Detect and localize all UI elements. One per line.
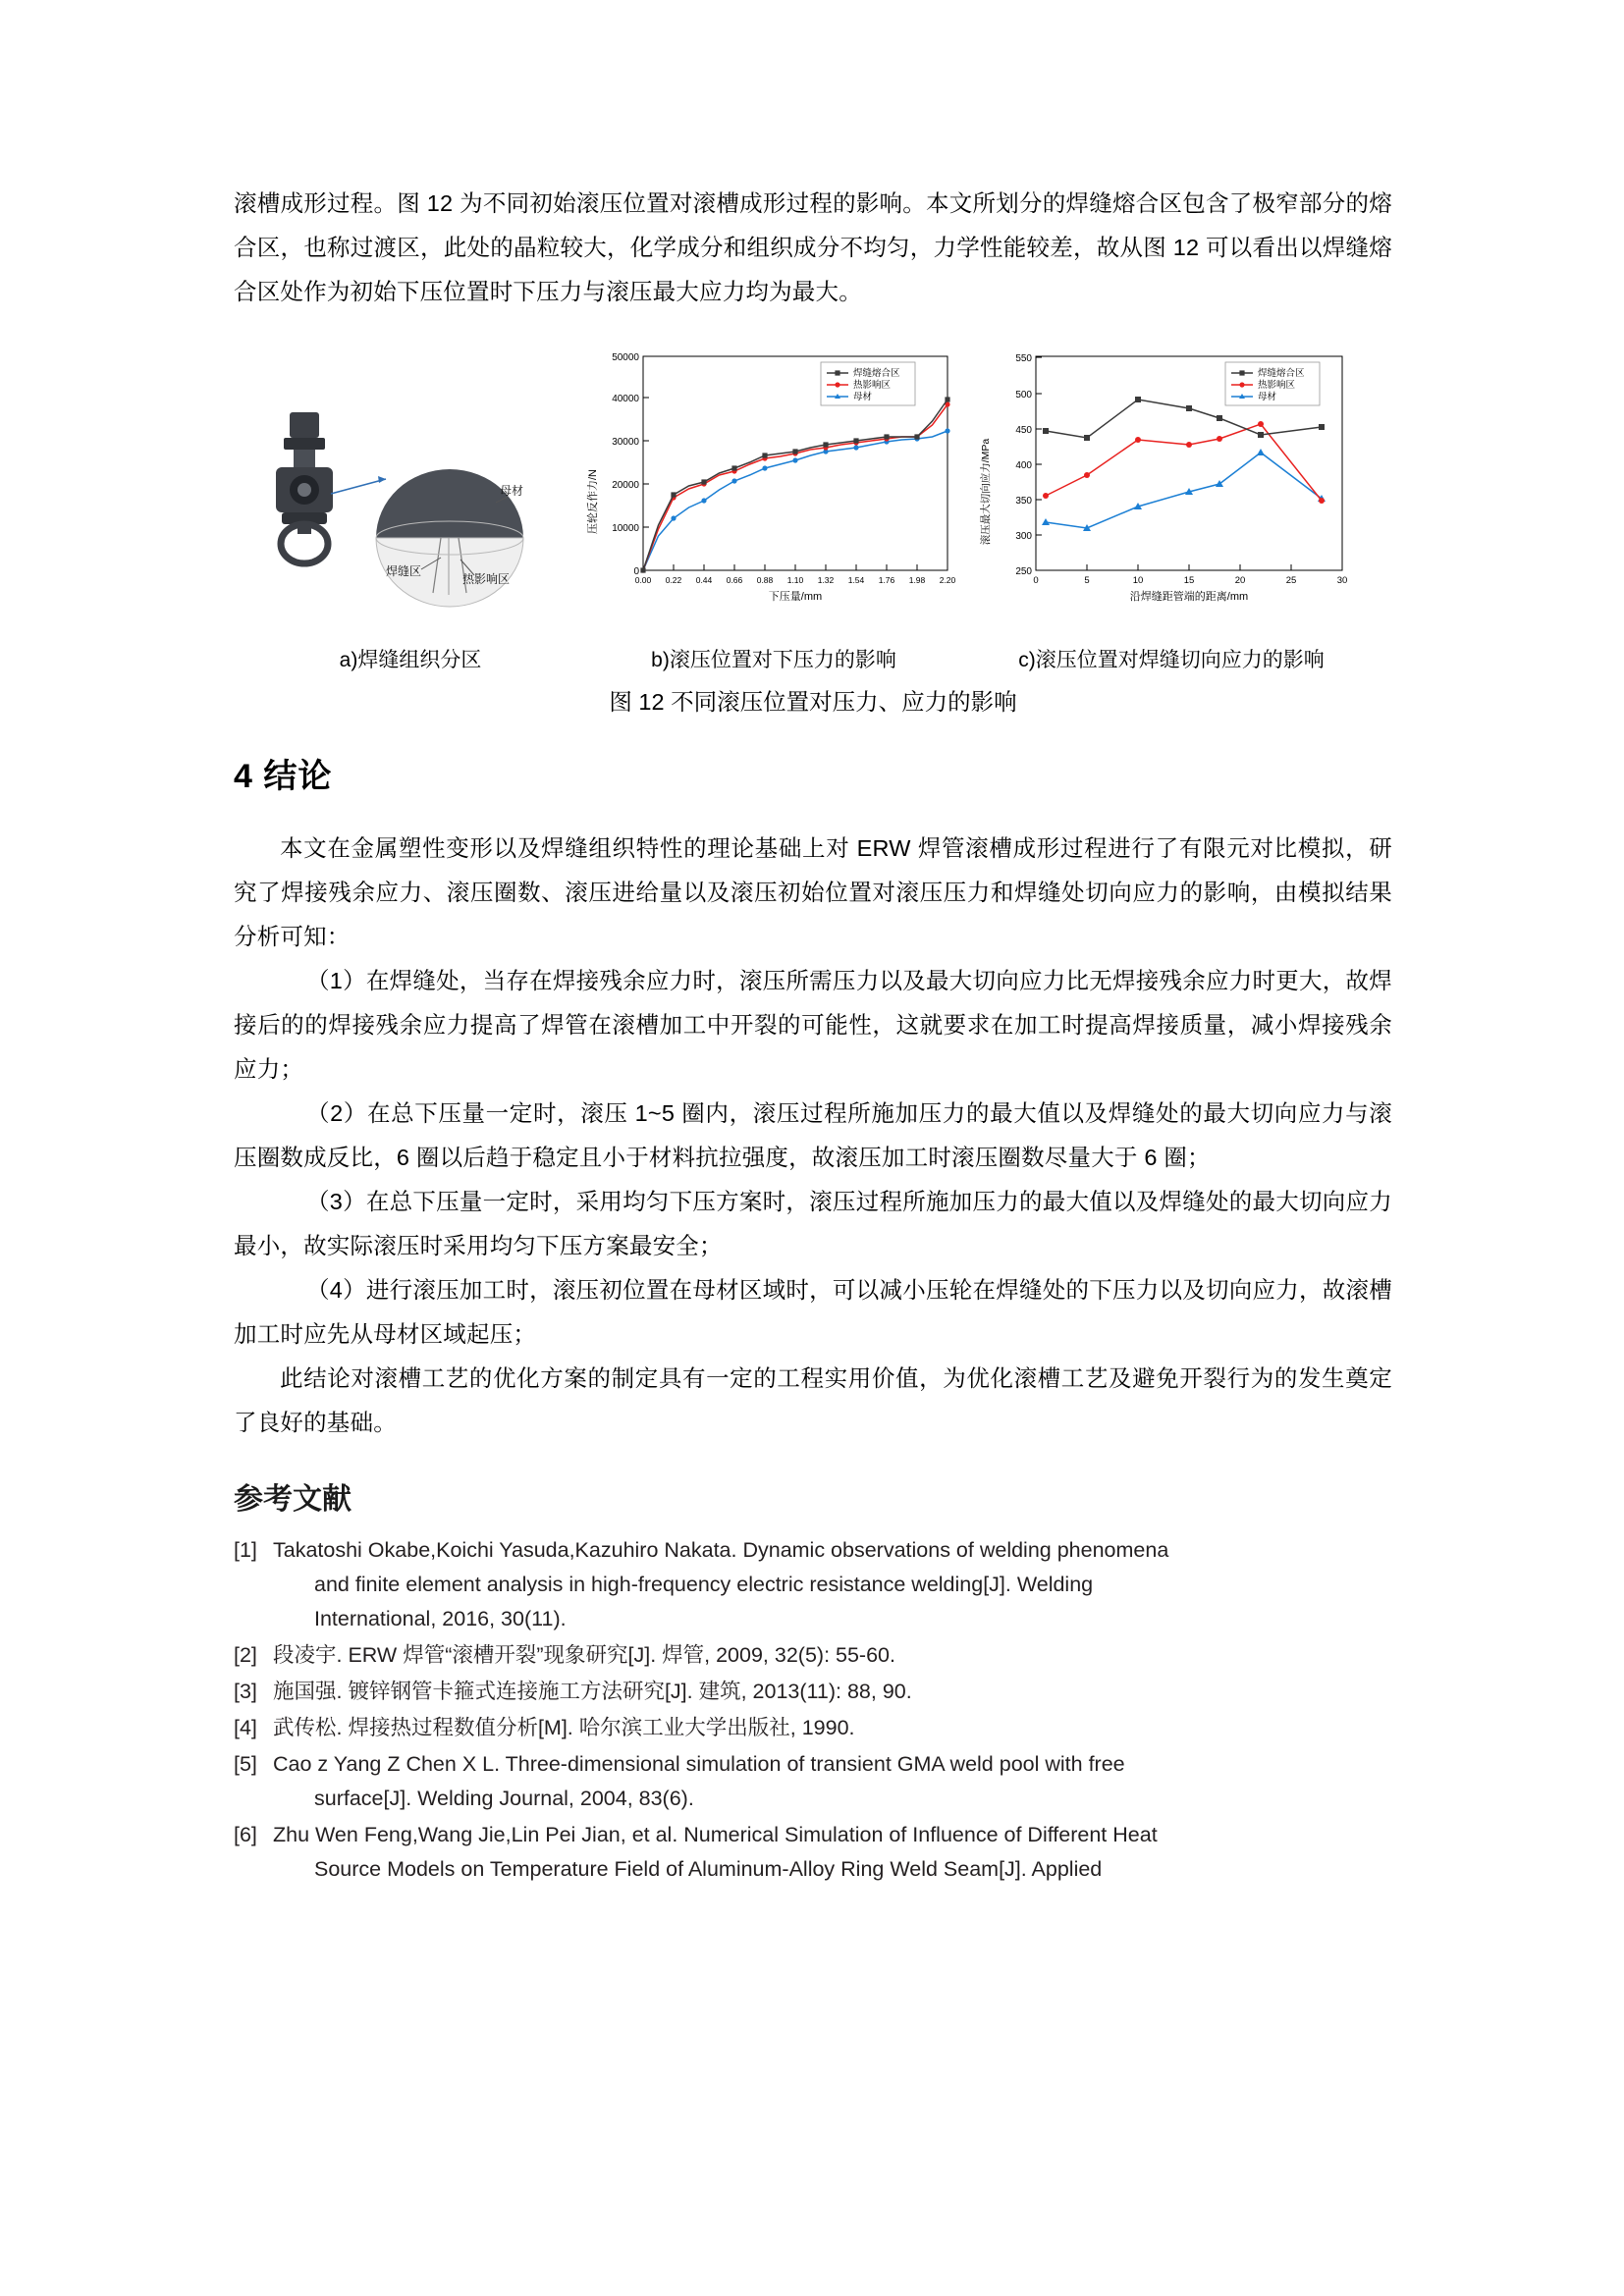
- chart-b-xlabel: 下压量/mm: [768, 591, 823, 603]
- label-weld-zone: 焊缝区: [386, 564, 422, 578]
- reference-number: [1]: [234, 1538, 257, 1562]
- svg-text:热影响区: 热影响区: [853, 380, 892, 391]
- svg-text:2.20: 2.20: [939, 575, 956, 585]
- reference-number: [5]: [234, 1752, 257, 1776]
- reference-line: International, 2016, 30(11).: [314, 1607, 567, 1630]
- svg-text:0: 0: [633, 566, 639, 577]
- svg-text:焊缝熔合区: 焊缝熔合区: [853, 368, 900, 379]
- references-heading: 参考文献: [234, 1483, 352, 1516]
- reference-item: [234, 1533, 1392, 1636]
- svg-text:15: 15: [1183, 575, 1195, 586]
- svg-text:0.66: 0.66: [726, 575, 743, 585]
- svg-text:400: 400: [1015, 460, 1032, 471]
- chart-c-legend: [1225, 362, 1320, 405]
- reference-item: [234, 1747, 1392, 1816]
- chart-c-ylabel: 滚压最大切向应力/MPa: [980, 438, 992, 546]
- conclusion-paragraph-5: 此结论对滚槽工艺的优化方案的制定具有一定的工程实用价值，为优化滚槽工艺及避免开裂行为的发生奠定了良好的基础。: [234, 1365, 1392, 1435]
- conclusion-paragraph-1: （1）在焊缝处，当存在焊接残余应力时，滚压所需压力以及最大切向应力比无焊接残余应力时更大，故焊接后的的焊接残余应力提高了焊管在滚槽加工中开裂的可能性，这就要求在加工时提高焊接质量，减小焊接残余应力；: [234, 968, 1392, 1082]
- reference-item: [234, 1675, 1392, 1709]
- svg-text:5: 5: [1084, 575, 1090, 586]
- reference-number: [3]: [234, 1680, 257, 1703]
- reference-line: and finite element analysis in high-frequency electric resistance welding[J]. Welding: [314, 1573, 1094, 1596]
- roller-tool-illustration: [276, 412, 333, 563]
- svg-text:450: 450: [1015, 425, 1032, 436]
- svg-text:250: 250: [1015, 566, 1032, 577]
- chart-b-ylabel: 压轮反作力/N: [587, 469, 599, 534]
- svg-text:10: 10: [1132, 575, 1144, 586]
- conclusion-paragraph-0: 本文在金属塑性变形以及焊缝组织特性的理论基础上对 ERW 焊管滚槽成形过程进行了有限元对比模拟，研究了焊接残余应力、滚压圈数、滚压进给量以及滚压初始位置对滚压压力和焊缝处切向应力的影响，由模拟结果分析可知：: [234, 835, 1392, 949]
- conclusion-paragraph-4: （4）进行滚压加工时，滚压初位置在母材区域时，可以减小压轮在焊缝处的下压力以及切向应力，故滚槽加工时应先从母材区域起压；: [234, 1277, 1392, 1347]
- svg-text:1.10: 1.10: [786, 575, 804, 585]
- svg-text:1.54: 1.54: [847, 575, 865, 585]
- svg-text:25: 25: [1285, 575, 1297, 586]
- reference-item: [234, 1711, 1392, 1745]
- label-parent-metal: 母材: [500, 484, 524, 498]
- svg-text:0.00: 0.00: [634, 575, 652, 585]
- svg-text:30: 30: [1336, 575, 1348, 586]
- reference-line: Cao z Yang Z Chen X L. Three-dimensional simulation of transient GMA weld pool with free: [273, 1752, 1125, 1776]
- chart-tangential-stress: [975, 345, 1368, 629]
- chart-rolling-force: [582, 345, 965, 629]
- reference-item: [234, 1818, 1392, 1887]
- conclusion-paragraph-3: （3）在总下压量一定时，采用均匀下压方案时，滚压过程所施加压力的最大值以及焊缝处的最大切向应力最小，故实际滚压时采用均匀下压方案最安全；: [234, 1189, 1392, 1258]
- svg-text:500: 500: [1015, 390, 1032, 400]
- figure-caption: 图 12 不同滚压位置对压力、应力的影响: [609, 689, 1017, 715]
- subcaption-a: a)焊缝组织分区: [339, 649, 482, 671]
- reference-line: Source Models on Temperature Field of Aluminum-Alloy Ring Weld Seam[J]. Applied: [314, 1857, 1103, 1881]
- reference-item: [234, 1638, 1392, 1673]
- reference-text: 段凌宇. ERW 焊管“滚槽开裂”现象研究[J]. 焊管, 2009, 32(5): 55-60.: [273, 1643, 895, 1667]
- svg-text:10000: 10000: [612, 523, 639, 534]
- reference-text: 武传松. 焊接热过程数值分析[M]. 哈尔滨工业大学出版社, 1990.: [273, 1716, 855, 1739]
- svg-text:350: 350: [1015, 496, 1032, 507]
- svg-text:母材: 母材: [1258, 392, 1277, 402]
- svg-text:550: 550: [1015, 353, 1032, 364]
- reference-text: 施国强. 镀锌钢管卡箍式连接施工方法研究[J]. 建筑, 2013(11): 88, 90.: [273, 1680, 912, 1703]
- svg-text:热影响区: 热影响区: [1258, 380, 1296, 391]
- label-haz: 热影响区: [462, 572, 511, 586]
- reference-text: [273, 1533, 1392, 1636]
- svg-text:50000: 50000: [612, 352, 639, 363]
- reference-line: Zhu Wen Feng,Wang Jie,Lin Pei Jian, et al. Numerical Simulation of Influence of Different Heat: [273, 1823, 1158, 1846]
- svg-text:0.44: 0.44: [695, 575, 713, 585]
- reference-line: surface[J]. Welding Journal, 2004, 83(6).: [314, 1787, 694, 1810]
- weld-zone-diagram: [248, 400, 572, 626]
- svg-text:20: 20: [1234, 575, 1246, 586]
- reference-text: [273, 1818, 1392, 1887]
- svg-text:焊缝熔合区: 焊缝熔合区: [1258, 368, 1305, 379]
- figure-12: [234, 332, 1392, 715]
- svg-text:20000: 20000: [612, 480, 639, 491]
- reference-number: [4]: [234, 1716, 257, 1739]
- chart-b-legend: [821, 362, 915, 405]
- svg-text:30000: 30000: [612, 437, 639, 448]
- svg-text:1.76: 1.76: [878, 575, 895, 585]
- svg-text:0.88: 0.88: [756, 575, 774, 585]
- intro-paragraph: 滚槽成形过程。图 12 为不同初始滚压位置对滚槽成形过程的影响。本文所划分的焊缝熔合区包含了极窄部分的熔合区，也称过渡区，此处的晶粒较大，化学成分和组织成分不均匀，力学性能较差，故从图 12 可以看出以焊缝熔合区处作为初始下压位置时下压力与滚压最大应力均为最大。: [234, 190, 1392, 304]
- subcaption-b: b)滚压位置对下压力的影响: [651, 649, 896, 671]
- svg-text:40000: 40000: [612, 394, 639, 404]
- svg-text:1.98: 1.98: [908, 575, 926, 585]
- reference-list: [234, 1533, 1392, 1887]
- subcaption-c: c)滚压位置对焊缝切向应力的影响: [1018, 649, 1325, 671]
- conclusion-paragraph-2: （2）在总下压量一定时，滚压 1~5 圈内，滚压过程所施加压力的最大值以及焊缝处的最大切向应力与滚压圈数成反比，6 圈以后趋于稳定且小于材料抗拉强度，故滚压加工时滚压圈数尽量大于 6 圈；: [234, 1100, 1392, 1170]
- svg-text:母材: 母材: [853, 392, 873, 402]
- reference-number: [6]: [234, 1823, 257, 1846]
- svg-text:1.32: 1.32: [817, 575, 835, 585]
- svg-text:0: 0: [1033, 575, 1039, 586]
- chart-c-xlabel: 沿焊缝距管端的距离/mm: [1129, 591, 1249, 603]
- section-heading-conclusion: 4 结论: [234, 758, 333, 795]
- reference-line: Takatoshi Okabe,Koichi Yasuda,Kazuhiro Nakata. Dynamic observations of welding phenomena: [273, 1538, 1169, 1562]
- svg-text:300: 300: [1015, 531, 1032, 542]
- svg-text:0.22: 0.22: [665, 575, 682, 585]
- reference-text: [273, 1747, 1392, 1816]
- reference-number: [2]: [234, 1643, 257, 1667]
- page-content: [234, 182, 1392, 1889]
